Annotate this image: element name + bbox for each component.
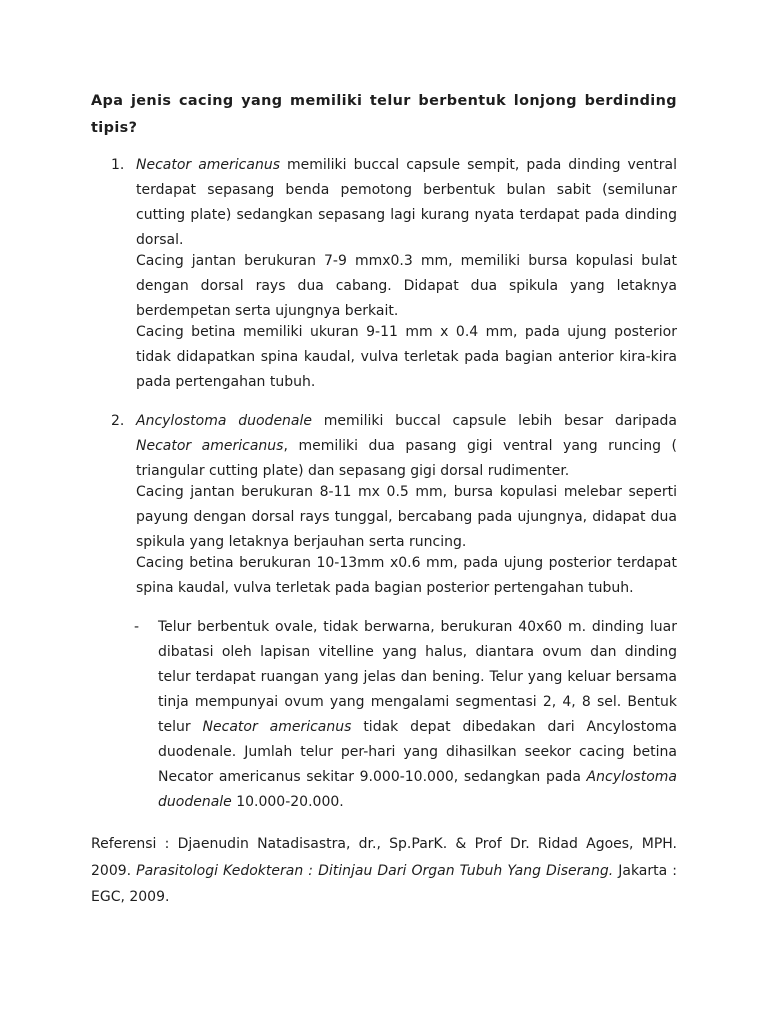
species-name: Necator americanus bbox=[202, 719, 352, 735]
ancylostoma-description bbox=[136, 409, 677, 484]
list-item-necator bbox=[91, 153, 677, 395]
necator-text: memiliki buccal capsule sempit, pada dinding ventral terdapat sepasang benda pemotong berbentuk bulan sabit (semilunar cutting plate) sedangkan sepasang lagi kurang nyata terdapat pada dinding dorsal. bbox=[136, 157, 677, 248]
reference-publisher: Jakarta : EGC, 2009. bbox=[91, 862, 677, 905]
species-name: Ancylostoma duodenale bbox=[158, 769, 677, 810]
bullet-dash: - bbox=[134, 619, 140, 635]
reference-citation bbox=[91, 831, 677, 911]
ancylostoma-text-a: memiliki buccal capsule lebih besar daripada bbox=[312, 413, 677, 429]
question-heading: Apa jenis cacing yang memiliki telur berbentuk lonjong berdinding tipis? bbox=[91, 93, 677, 136]
list-number: 2. bbox=[111, 413, 125, 429]
egg-text-b: tidak depat dibedakan dari Ancylostoma duodenale. Jumlah telur per-hari yang dihasilkan seekor cacing betina Necator americanus sekitar 9.000-10.000, sedangkan pada bbox=[158, 719, 677, 785]
list-item-ancylostoma bbox=[91, 409, 677, 601]
species-name: Necator americanus bbox=[136, 438, 284, 454]
egg-description bbox=[158, 615, 677, 815]
reference-book-title: Parasitologi Kedokteran : Ditinjau Dari Organ Tubuh Yang Diserang. bbox=[136, 862, 614, 879]
species-name: Necator americanus bbox=[136, 157, 280, 173]
egg-bullet-item bbox=[91, 615, 677, 815]
numbered-list bbox=[91, 153, 677, 601]
necator-female-description: Cacing betina memiliki ukuran 9-11 mm x 0.4 mm, pada ujung posterior tidak didapatkan spina kaudal, vulva terletak pada bagian anterior kira-kira pada pertengahan tubuh. bbox=[136, 324, 677, 390]
ancylostoma-female-description: Cacing betina berukuran 10-13mm x0.6 mm, pada ujung posterior terdapat spina kaudal, vulva terletak pada bagian posterior pertengahan tubuh. bbox=[136, 555, 677, 596]
necator-male-description: Cacing jantan berukuran 7-9 mmx0.3 mm, memiliki bursa kopulasi bulat dengan dorsal rays dua cabang. Didapat dua spikula yang letaknya berdempetan serta ujungnya berkait. bbox=[136, 253, 677, 319]
ancylostoma-text-b: , memiliki dua pasang gigi ventral yang runcing ( triangular cutting plate) dan sepasang gigi dorsal rudimenter. bbox=[136, 438, 677, 479]
species-name: Ancylostoma duodenale bbox=[136, 413, 313, 429]
ancylostoma-male-description: Cacing jantan berukuran 8-11 mx 0.5 mm, bursa kopulasi melebar seperti payung dengan dorsal rays tunggal, bercabang pada ujungnya, didapat dua spikula yang letaknya berjauhan serta runcing. bbox=[136, 484, 677, 550]
egg-text-c: 10.000-20.000. bbox=[231, 794, 344, 810]
egg-text-a: Telur berbentuk ovale, tidak berwarna, berukuran 40x60 m. dinding luar dibatasi oleh lapisan vitelline yang halus, diantara ovum dan dinding telur terdapat ruangan yang jelas dan bening. Telur yang keluar bersama tinja mempunyai ovum yang mengalami segmentasi 2, 4, 8 sel. Bentuk telur bbox=[158, 619, 677, 735]
necator-description bbox=[136, 153, 677, 253]
document-page bbox=[91, 88, 677, 911]
reference-authors: Referensi : Djaenudin Natadisastra, dr., Sp.ParK. & Prof Dr. Ridad Agoes, MPH. 2009. bbox=[91, 836, 677, 879]
list-number: 1. bbox=[111, 157, 125, 173]
